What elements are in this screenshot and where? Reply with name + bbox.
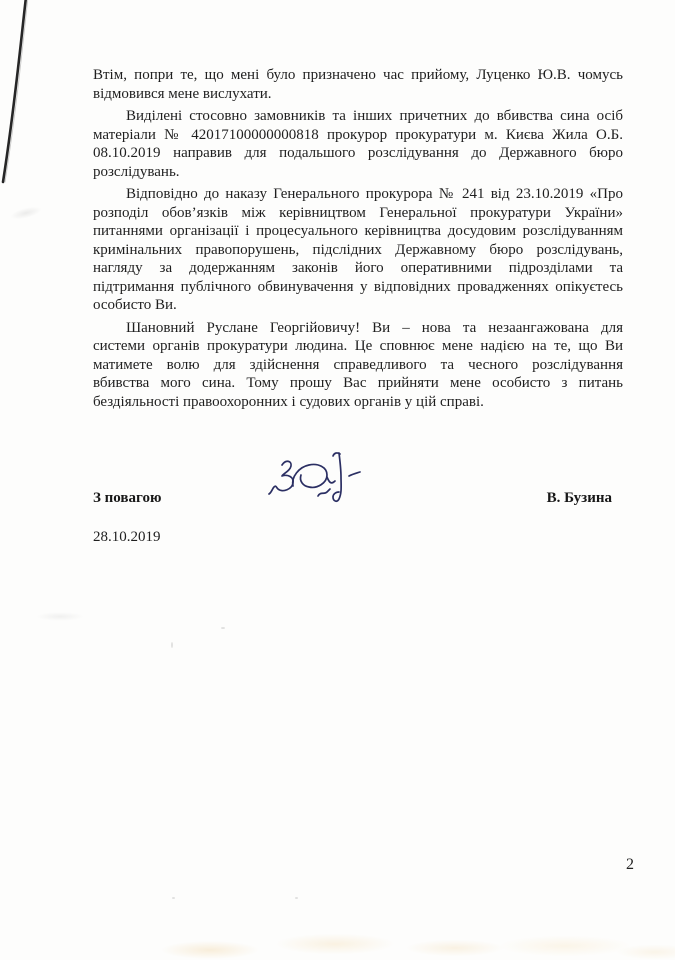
scan-edge-artifact-icon bbox=[0, 0, 42, 186]
page-number: 2 bbox=[626, 856, 634, 873]
text-line: питаннями організації і процесуального керівництва досудовим розслідуванням bbox=[93, 223, 623, 239]
text-line: бездіяльності правоохоронних і судових органів у цій справі. bbox=[93, 393, 484, 410]
paper-speck bbox=[171, 642, 173, 648]
text-line: нагляду за додержанням законів його оперативними підрозділами та bbox=[93, 260, 623, 276]
paragraph bbox=[93, 66, 623, 103]
signer-name: В. Бузина bbox=[546, 490, 612, 506]
text-line: Втім, попри те, що мені було призначено час прийому, Луценко Ю.В. чомусь bbox=[93, 67, 623, 83]
paper-speck bbox=[221, 627, 225, 629]
text-line: розподіл обов’язків між керівництвом Генеральної прокуратури України» bbox=[93, 204, 623, 221]
text-line: особисто Ви. bbox=[93, 297, 177, 313]
text-line: системи органів прокуратури людина. Це сповнює мене надією на те, що Ви bbox=[93, 338, 623, 354]
paragraph bbox=[93, 319, 623, 412]
text-line: вбивства мого сина. Тому прошу Вас прийняти мене особисто з питань bbox=[93, 375, 623, 391]
paper-smudge bbox=[0, 924, 675, 960]
text-line: матимете волю для здійснення справедливого та чесного розслідування bbox=[93, 356, 623, 373]
paper-smudge bbox=[36, 612, 84, 621]
paper-speck bbox=[172, 897, 175, 899]
paragraph bbox=[93, 185, 623, 315]
paragraph bbox=[93, 107, 623, 181]
closing-salutation: З повагою bbox=[93, 490, 162, 506]
text-line: підтримання публічного обвинувачення у відповідних провадженнях опікуєтесь bbox=[93, 278, 623, 295]
letter-body bbox=[93, 66, 623, 415]
text-line: Відповідно до наказу Генерального прокурора № 241 від 23.10.2019 «Про bbox=[126, 186, 623, 202]
paper-speck bbox=[295, 897, 298, 899]
text-line: кримінальних правопорушень, підслідних Державному бюро розслідувань, bbox=[93, 241, 623, 258]
text-line: матеріали № 42017100000000818 прокурор прокуратури м. Києва Жила О.Б. bbox=[93, 126, 623, 143]
paper-smudge bbox=[9, 204, 42, 221]
text-line: 08.10.2019 направив для подальшого розслідування до Державного бюро bbox=[93, 145, 623, 161]
text-line: Виділені стосовно замовників та інших причетних до вбивства сина осіб bbox=[126, 108, 623, 124]
text-line: відмовився мене вислухати. bbox=[93, 85, 272, 102]
letter-date: 28.10.2019 bbox=[93, 529, 161, 545]
closing-row bbox=[93, 489, 623, 508]
text-line: розслідувань. bbox=[93, 163, 180, 180]
text-line: Шановний Руслане Георгійовичу! Ви – нова та незаангажована для bbox=[126, 319, 623, 336]
